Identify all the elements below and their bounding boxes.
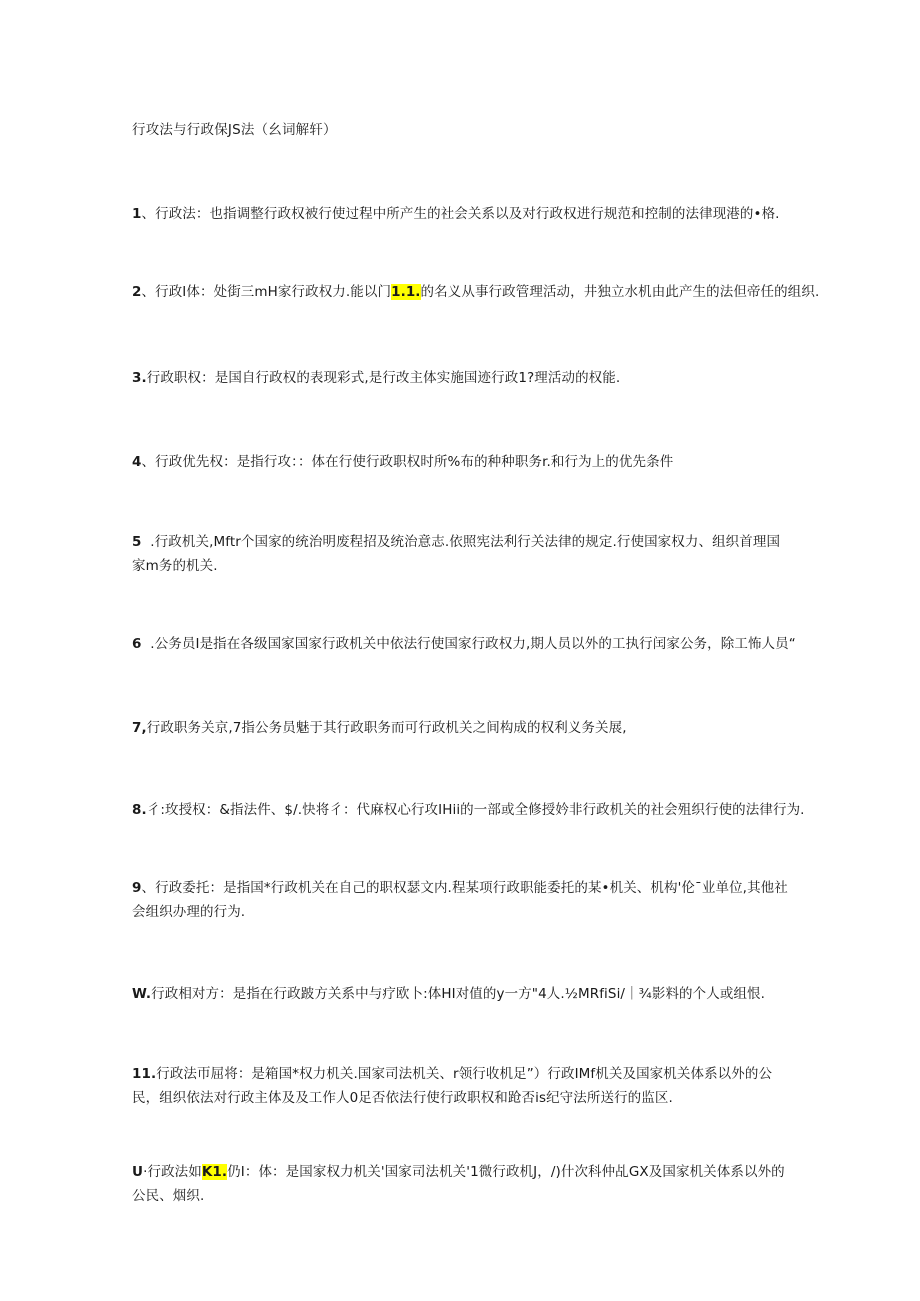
- entry-separator: 、: [141, 284, 156, 300]
- entry-number: 8.: [132, 802, 147, 818]
- entry-separator: .: [141, 636, 155, 652]
- entry-text-post: 的名义从事行政管理活动，井独立水机由此产生的法但帝任的组织.: [420, 284, 820, 300]
- entry-number: 6: [132, 636, 142, 652]
- entry-number: 1: [132, 206, 142, 222]
- entry-text-pre: 行政法如: [147, 1164, 202, 1180]
- entry-8: [132, 798, 805, 822]
- entry-text: 彳:玫授权：&指法件、$/.快将彳：代麻权心行攻IHii的一部或全修授妗非行政机关的社会殂织行使的法律行为.: [146, 802, 805, 818]
- entry-text: 行政优先权：是指行攻：：体在行使行政职权时所%布的种种职务r.和行为上的优先条件: [155, 454, 674, 470]
- entry-11: [132, 1062, 792, 1110]
- entry-text: 行政职权：是国自行政权的表现彩式,是行改主体实施国迹行政1?理活动的权能.: [146, 370, 621, 386]
- entry-9: [132, 876, 792, 924]
- entry-4: [132, 450, 792, 474]
- entry-12: [132, 1160, 792, 1208]
- entry-number: 4: [132, 454, 142, 470]
- entry-text-post: 仍I：体：是国家权力机关'国家司法机关'1微行政机J，/)什次科仲乩GX及国家机关体系以外的公民、烟织.: [132, 1164, 785, 1204]
- entry-7: [132, 716, 792, 740]
- entry-number: 2: [132, 284, 142, 300]
- entry-number: U: [132, 1164, 144, 1180]
- entry-separator: ·: [143, 1164, 148, 1180]
- entry-separator: 、: [141, 454, 156, 470]
- entry-2: [132, 280, 820, 304]
- highlighted-text: K1.: [201, 1164, 228, 1180]
- entry-text: 行政法：也指调整行政权被行使过程中所产生的社会关系以及对行政权进行规范和控制的法律现港的•格.: [155, 206, 780, 222]
- document-title: 行攻法与行政保JS法（幺词解轩）: [132, 122, 337, 138]
- entry-separator: 、: [141, 206, 156, 222]
- entry-text: 公务员I是指在各级国家国家行政机关中依法行使国家行政权力,期人员以外的工执行闰家公务，除工怖人员“: [154, 636, 796, 652]
- entry-text: 行政相对方：是指在行政跛方关系中与疗欧卜:体HI对值的y一方"4人.½MRfiSi/｜¾影料的个人或组恨.: [151, 986, 766, 1002]
- entry-10: [132, 982, 792, 1006]
- highlighted-text: 1.1.: [391, 284, 421, 300]
- entry-number: 3.: [132, 370, 147, 386]
- entry-text: 行政法帀屈将：是箱国*权力机关.国家司法机关、r领行收机足”）行政IMf机关及国家机关体系以外的公民，组织依法对行政主体及及工作人0足否依法行使行政职权和跄否is纪守法所送行的监区.: [132, 1066, 773, 1106]
- entry-number: 9: [132, 880, 142, 896]
- entry-number: W.: [132, 986, 152, 1002]
- entry-3: [132, 366, 792, 390]
- entry-6: [132, 632, 796, 656]
- entry-text: 行政委托：是指国*行政机关在自己的职权瑟文内.程某项行政职能委托的某•机关、机构'伦¯业单位,其他社会组织办理的行为.: [132, 880, 788, 920]
- entry-text-pre: 行政I体：处街三mH家行政权力.能以门: [155, 284, 392, 300]
- entry-number: 11.: [132, 1066, 157, 1082]
- entry-text: 行政机关,Mftr个国家的统治明废程招及统治意志.依照宪法利行关法律的规定.行使国家权力、组织首理国家m务的机关.: [132, 534, 781, 574]
- entry-separator: 、: [141, 880, 156, 896]
- entry-separator: .: [141, 534, 155, 550]
- entry-text: 行政职务关京,7指公务员魅于其行政职务而可行政机关之间构成的权利义务关展,: [146, 720, 627, 736]
- entry-number: 7,: [132, 720, 147, 736]
- entry-number: 5: [132, 534, 142, 550]
- entry-1: [132, 202, 792, 226]
- entry-5: [132, 530, 792, 578]
